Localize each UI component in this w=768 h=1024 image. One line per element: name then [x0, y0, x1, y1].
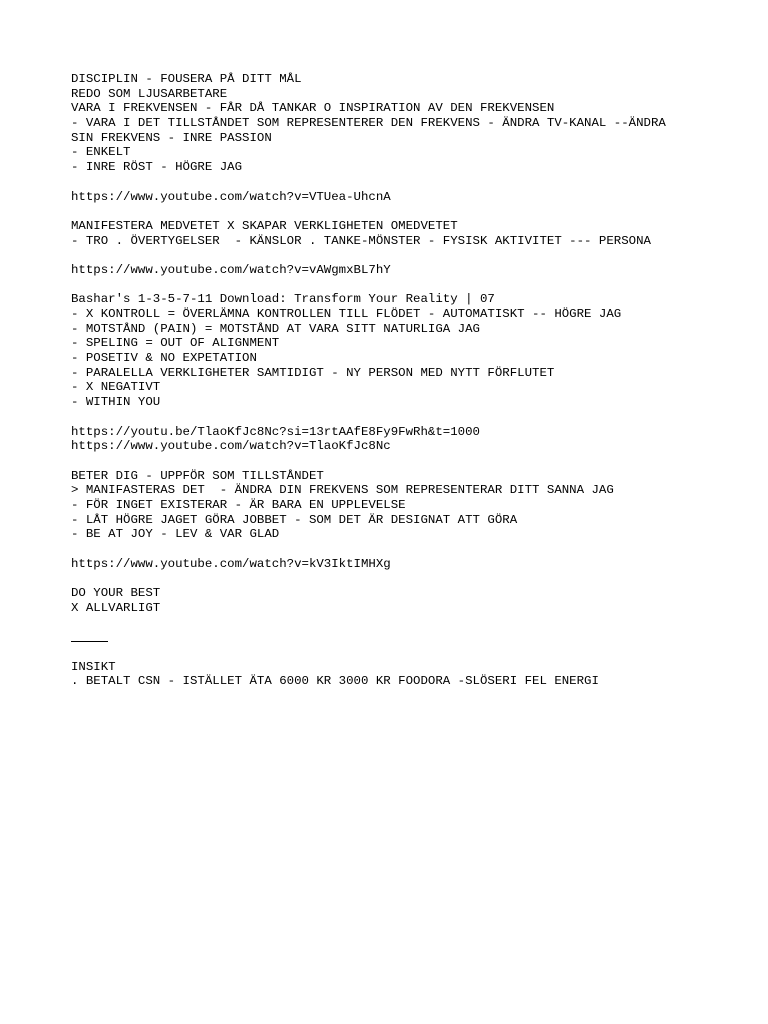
text-line: - MOTSTÅND (PAIN) = MOTSTÅND AT VARA SITT NATURLIGA JAG — [71, 321, 480, 336]
text-line: - WITHIN YOU — [71, 395, 161, 410]
text-line: BETER DIG - UPPFÖR SOM TILLSTÅNDET — [71, 468, 324, 483]
text-line: > MANIFASTERAS DET - ÄNDRA DIN FREKVENS SOM REPRESENTERAR DITT SANNA JAG — [71, 483, 614, 498]
text-line: SIN FREKVENS - INRE PASSION — [71, 130, 272, 145]
text-line: - FÖR INGET EXISTERAR - ÄR BARA EN UPPLEVELSE — [71, 497, 406, 512]
text-line: - SPELING = OUT OF ALIGNMENT — [71, 336, 280, 351]
blank-line — [71, 615, 751, 630]
youtube-link[interactable]: https://youtu.be/TlaoKfJc8Nc?si=13rtAAfE8Fy9FwRh&t=1000 — [71, 424, 480, 439]
text-line: MANIFESTERA MEDVETET X SKAPAR VERKLIGHETEN OMEDVETET — [71, 218, 458, 233]
text-line: - PARALELLA VERKLIGHETER SAMTIDIGT - NY PERSON MED NYTT FÖRFLUTET — [71, 365, 555, 380]
text-line: - INRE RÖST - HÖGRE JAG — [71, 160, 243, 175]
blank-line — [71, 175, 751, 190]
text-line: - POSETIV & NO EXPETATION — [71, 351, 257, 366]
text-line: - ENKELT — [71, 145, 131, 160]
blank-line — [71, 278, 751, 293]
youtube-link[interactable]: https://www.youtube.com/watch?v=kV3IktIMHXg — [71, 556, 391, 571]
blank-line — [71, 204, 751, 219]
text-line: - X KONTROLL = ÖVERLÄMNA KONTROLLEN TILL FLÖDET - AUTOMATISKT -- HÖGRE JAG — [71, 307, 622, 321]
document-body — [71, 72, 751, 689]
blank-line — [71, 410, 751, 425]
text-line: Bashar's 1-3-5-7-11 Download: Transform Your Reality | 07 — [71, 292, 495, 307]
rule-line — [71, 641, 108, 642]
text-line: . BETALT CSN - ISTÄLLET ÄTA 6000 KR 3000 KR FOODORA -SLÖSERI FEL ENERGI — [71, 674, 599, 689]
text-line: - TRO . ÖVERTYGELSER - KÄNSLOR . TANKE-MÖNSTER - FYSISK AKTIVITET --- PERSONA — [71, 233, 651, 248]
youtube-link[interactable]: https://www.youtube.com/watch?v=VTUea-UhcnA — [71, 189, 391, 204]
text-line: - LÅT HÖGRE JAGET GÖRA JOBBET - SOM DET ÄR DESIGNAT ATT GÖRA — [71, 512, 518, 527]
text-line: REDO SOM LJUSARBETARE — [71, 86, 228, 101]
text-line: - VARA I DET TILLSTÅNDET SOM REPRESENTERER DEN FREKVENS - ÄNDRA TV-KANAL --ÄNDRA — [71, 116, 666, 131]
text-line: INSIKT — [71, 659, 116, 674]
youtube-link[interactable]: https://www.youtube.com/watch?v=TlaoKfJc8Nc — [71, 439, 391, 454]
blank-line — [71, 454, 751, 469]
blank-line — [71, 571, 751, 586]
text-line: - BE AT JOY - LEV & VAR GLAD — [71, 527, 280, 542]
text-line: DISCIPLIN - FOUSERA PÅ DITT MÅL — [71, 72, 302, 86]
blank-line — [71, 645, 751, 660]
blank-line — [71, 542, 751, 557]
blank-line — [71, 248, 751, 263]
text-line: VARA I FREKVENSEN - FÅR DÅ TANKAR O INSPIRATION AV DEN FREKVENSEN — [71, 101, 555, 116]
text-line: X ALLVARLIGT — [71, 600, 161, 615]
youtube-link[interactable]: https://www.youtube.com/watch?v=vAWgmxBL7hY — [71, 262, 391, 277]
text-line: DO YOUR BEST — [71, 586, 161, 601]
text-line: - X NEGATIVT — [71, 380, 161, 395]
horizontal-rule — [71, 630, 751, 645]
